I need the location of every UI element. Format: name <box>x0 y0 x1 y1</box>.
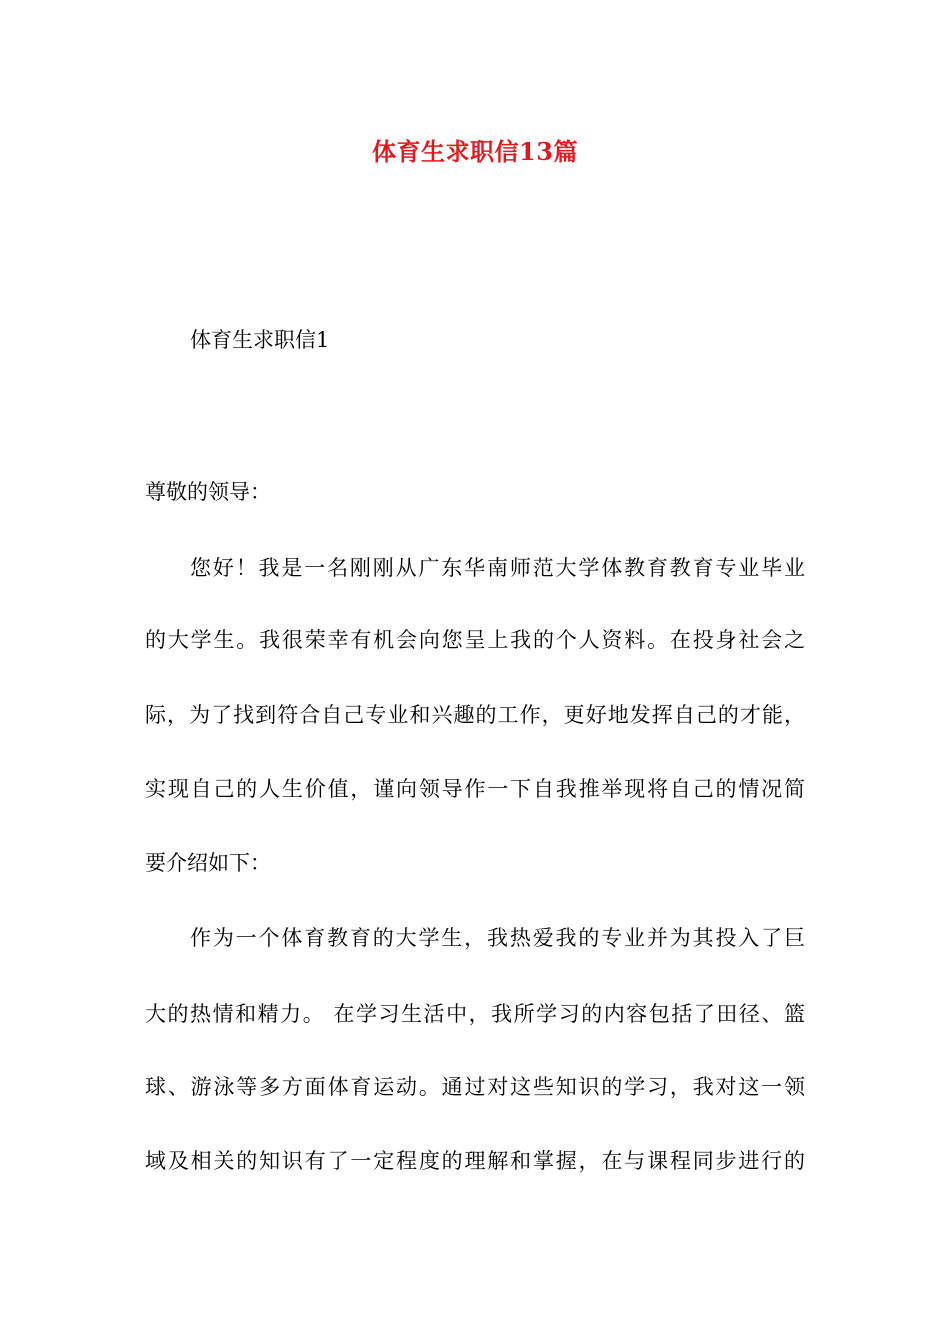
document-title: 体育生求职信13篇 <box>372 137 578 166</box>
body-line: 大的热情和精力。 在学习生活中，我所学习的内容包括了田径、篮 <box>145 1002 805 1026</box>
body-line: 域及相关的知识有了一定程度的理解和掌握，在与课程同步进行的 <box>145 1149 805 1173</box>
body-line: 要介绍如下： <box>145 851 271 875</box>
body-line: 球、游泳等多方面体育运动。通过对这些知识的学习，我对这一领 <box>145 1075 805 1099</box>
body-line: 实现自己的人生价值，谨向领导作一下自我推举现将自己的情况简 <box>145 777 805 801</box>
body-line: 您好！我是一名刚刚从广东华南师范大学体教育教育专业毕业 <box>190 556 805 580</box>
body-line: 际，为了找到符合自己专业和兴趣的工作，更好地发挥自己的才能， <box>145 703 805 727</box>
body-line: 的大学生。我很荣幸有机会向您呈上我的个人资料。在投身社会之 <box>145 628 805 652</box>
section-heading: 体育生求职信1 <box>190 328 330 352</box>
body-line: 作为一个体育教育的大学生，我热爱我的专业并为其投入了巨 <box>190 926 805 950</box>
salutation: 尊敬的领导： <box>145 480 271 504</box>
